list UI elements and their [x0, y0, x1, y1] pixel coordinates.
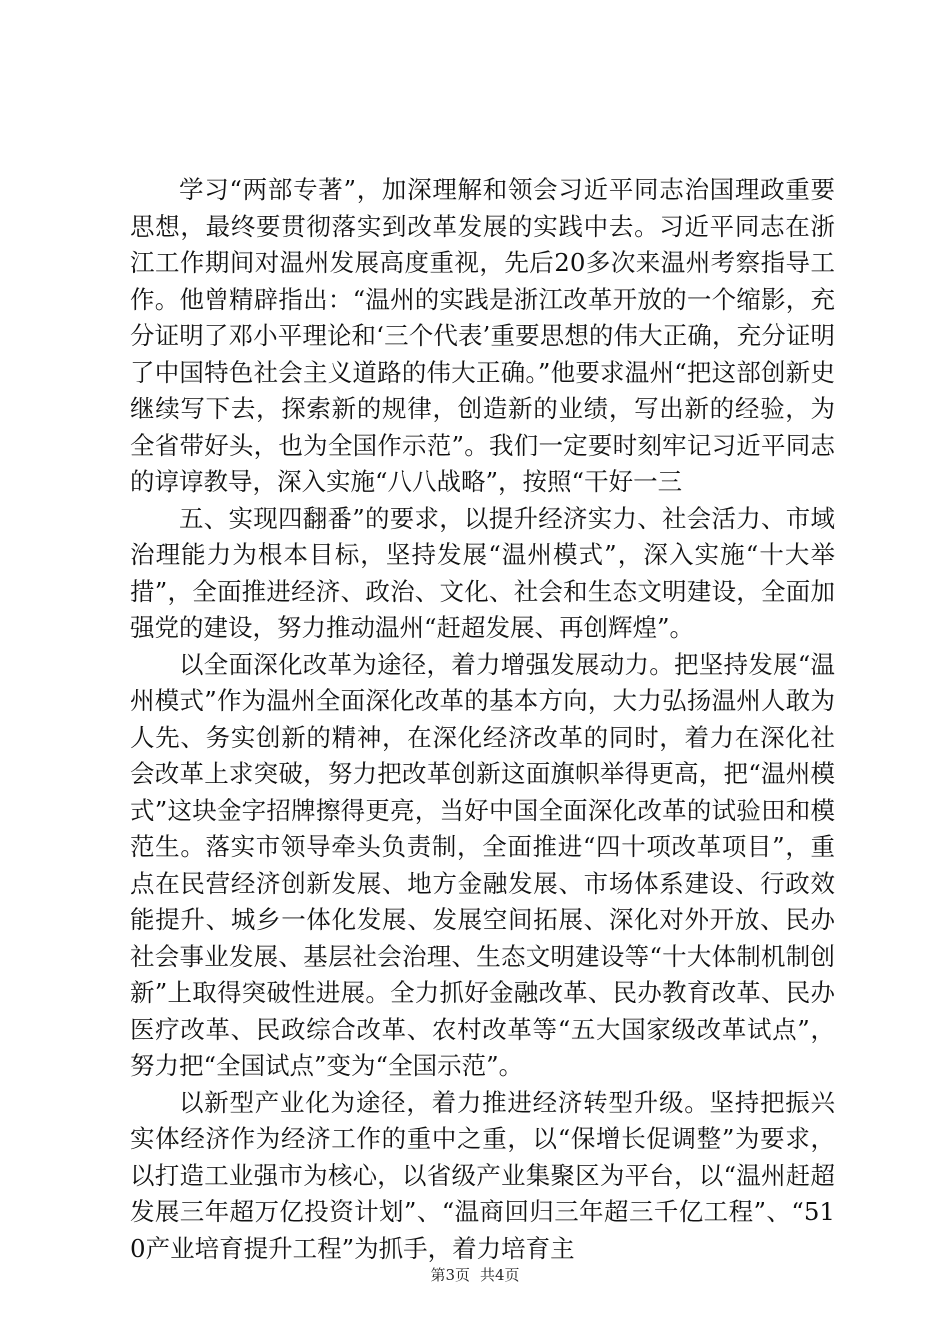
- page-number: 第3页: [430, 1266, 470, 1284]
- document-body: [130, 172, 835, 1267]
- page-total: 共4页: [480, 1266, 520, 1284]
- paragraph-4: 以新型产业化为途径，着力推进经济转型升级。坚持把振兴实体经济作为经济工作的重中之重，以“保增长促调整”为要求，以打造工业强市为核心，以省级产业集聚区为平台，以“温州赶超发展三年超万亿投资计划”、“温商回归三年超三千亿工程”、“510产业培育提升工程”为抓手，着力培育主: [130, 1087, 835, 1263]
- paragraph-2: 五、实现四翻番”的要求，以提升经济实力、社会活力、市域治理能力为根本目标，坚持发展“温州模式”，深入实施“十大举措”，全面推进经济、政治、文化、社会和生态文明建设，全面加强党的建设，努力推动温州“赶超发展、再创辉煌”。: [130, 503, 835, 642]
- page-footer: [0, 1264, 950, 1285]
- paragraph-3: 以全面深化改革为途径，着力增强发展动力。把坚持发展“温州模式”作为温州全面深化改革的基本方向，大力弘扬温州人敢为人先、务实创新的精神，在深化经济改革的同时，着力在深化社会改革上求突破，努力把改革创新这面旗帜举得更高，把“温州模式”这块金字招牌擦得更亮，当好中国全面深化改革的试验田和模范生。落实市领导牵头负责制，全面推进“四十项改革项目”，重点在民营经济创新发展、地方金融发展、市场体系建设、行政效能提升、城乡一体化发展、发展空间拓展、深化对外开放、民办社会事业发展、基层社会治理、生态文明建设等“十大体制机制创新”上取得突破性进展。全力抓好金融改革、民办教育改革、民办医疗改革、民政综合改革、农村改革等“五大国家级改革试点”，努力把“全国试点”变为“全国示范”。: [130, 649, 835, 1080]
- paragraph-1: 学习“两部专著”，加深理解和领会习近平同志治国理政重要思想，最终要贯彻落实到改革发展的实践中去。习近平同志在浙江工作期间对温州发展高度重视，先后20多次来温州考察指导工作。他曾精辟指出：“温州的实践是浙江改革开放的一个缩影，充分证明了邓小平理论和‘三个代表’重要思想的伟大正确，充分证明了中国特色社会主义道路的伟大正确。”他要求温州“把这部创新史继续写下去，探索新的规律，创造新的业绩，写出新的经验，为全省带好头，也为全国作示范”。我们一定要时刻牢记习近平同志的谆谆教导，深入实施“八八战略”，按照“干好一三: [130, 175, 835, 496]
